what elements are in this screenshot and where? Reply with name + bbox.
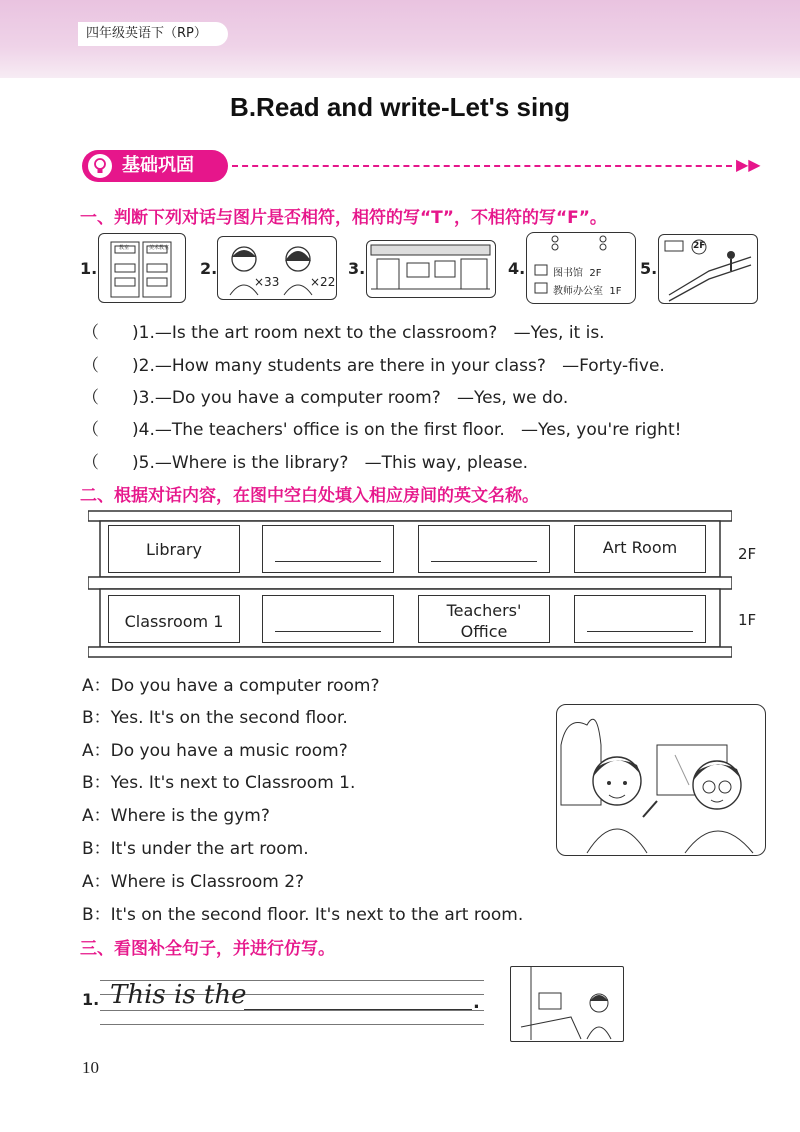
room-blank-2f-2[interactable] — [418, 525, 550, 573]
illustration-two-boys — [556, 704, 766, 856]
door-sign-right: 美术教室 — [149, 245, 170, 251]
boy-count: ×33 — [254, 275, 280, 289]
section1-heading: 一、判断下列对话与图片是否相符，相符的写“T”，不相符的写“F”。 — [80, 208, 607, 228]
room-art: Art Room — [574, 525, 706, 573]
section3-heading: 三、看图补全句子，并进行仿写。 — [80, 939, 335, 959]
floor-label-1f: 1F — [738, 611, 757, 629]
section2-heading: 二、根据对话内容，在图中空白处填入相应房间的英文名称。 — [80, 486, 539, 506]
handwriting-prompt: This is the — [110, 980, 247, 1010]
question-row: （ )4.—The teachers' office is on the first floor. —Yes, you're right! — [82, 420, 682, 440]
item-number: 1. — [82, 990, 100, 1009]
sentence-period: . — [473, 992, 480, 1013]
picture-number: 4. — [508, 259, 526, 278]
girl-count: ×22 — [310, 275, 336, 289]
room-teachers-office: Teachers' Office — [418, 595, 550, 643]
building-diagram — [88, 509, 732, 659]
picture-stairs — [658, 234, 758, 304]
dialogue-line: A：Do you have a music room? — [82, 741, 348, 761]
page-number: 10 — [82, 1058, 99, 1077]
picture-number: 1. — [80, 259, 98, 278]
picture-number: 5. — [640, 259, 658, 278]
dialogue-line: A：Where is the gym? — [82, 806, 270, 826]
answer-blank[interactable] — [244, 1009, 472, 1010]
picture-doors — [98, 233, 186, 303]
dialogue-line: A：Where is Classroom 2? — [82, 872, 305, 892]
door-sign-left: 教室 — [119, 245, 130, 251]
room-blank-1f-1[interactable] — [262, 595, 394, 643]
room-library: Library — [108, 525, 240, 573]
book-label: 四年级英语下（RP） — [78, 22, 228, 46]
floor-sign: 2F — [693, 241, 706, 251]
sign-row-library: 图书馆 2F — [553, 268, 602, 279]
room-blank-2f-1[interactable] — [262, 525, 394, 573]
page-title: B.Read and write-Let's sing — [230, 92, 570, 122]
room-blank-1f-2[interactable] — [574, 595, 706, 643]
picture-students — [217, 236, 337, 300]
floor-label-2f: 2F — [738, 545, 757, 563]
picture-number: 2. — [200, 259, 218, 278]
divider — [232, 165, 732, 167]
illustration-room-girl — [510, 966, 624, 1042]
question-row: （ )3.—Do you have a computer room? —Yes, we do. — [82, 388, 569, 408]
question-row: （ )5.—Where is the library? —This way, please. — [82, 453, 529, 473]
section-badge: 基础巩固 — [82, 150, 228, 182]
dialogue-line: B：Yes. It's on the second floor. — [82, 708, 348, 728]
question-row: （ )2.—How many students are there in your class? —Forty-five. — [82, 356, 665, 376]
question-row: （ )1.—Is the art room next to the classroom? —Yes, it is. — [82, 323, 605, 343]
picture-number: 3. — [348, 259, 366, 278]
room-classroom-1: Classroom 1 — [108, 595, 240, 643]
dialogue-line: B：It's under the art room. — [82, 839, 309, 859]
dialogue-line: B：Yes. It's next to Classroom 1. — [82, 773, 356, 793]
sign-row-office: 教师办公室 1F — [553, 286, 622, 297]
double-arrow-icon: ▶▶ — [736, 155, 761, 174]
dialogue-line: B：It's on the second floor. It's next to the art room. — [82, 905, 524, 925]
picture-room — [366, 240, 496, 298]
dialogue-line: A：Do you have a computer room? — [82, 676, 380, 696]
lightbulb-icon — [86, 152, 114, 180]
picture-sign — [526, 232, 636, 304]
